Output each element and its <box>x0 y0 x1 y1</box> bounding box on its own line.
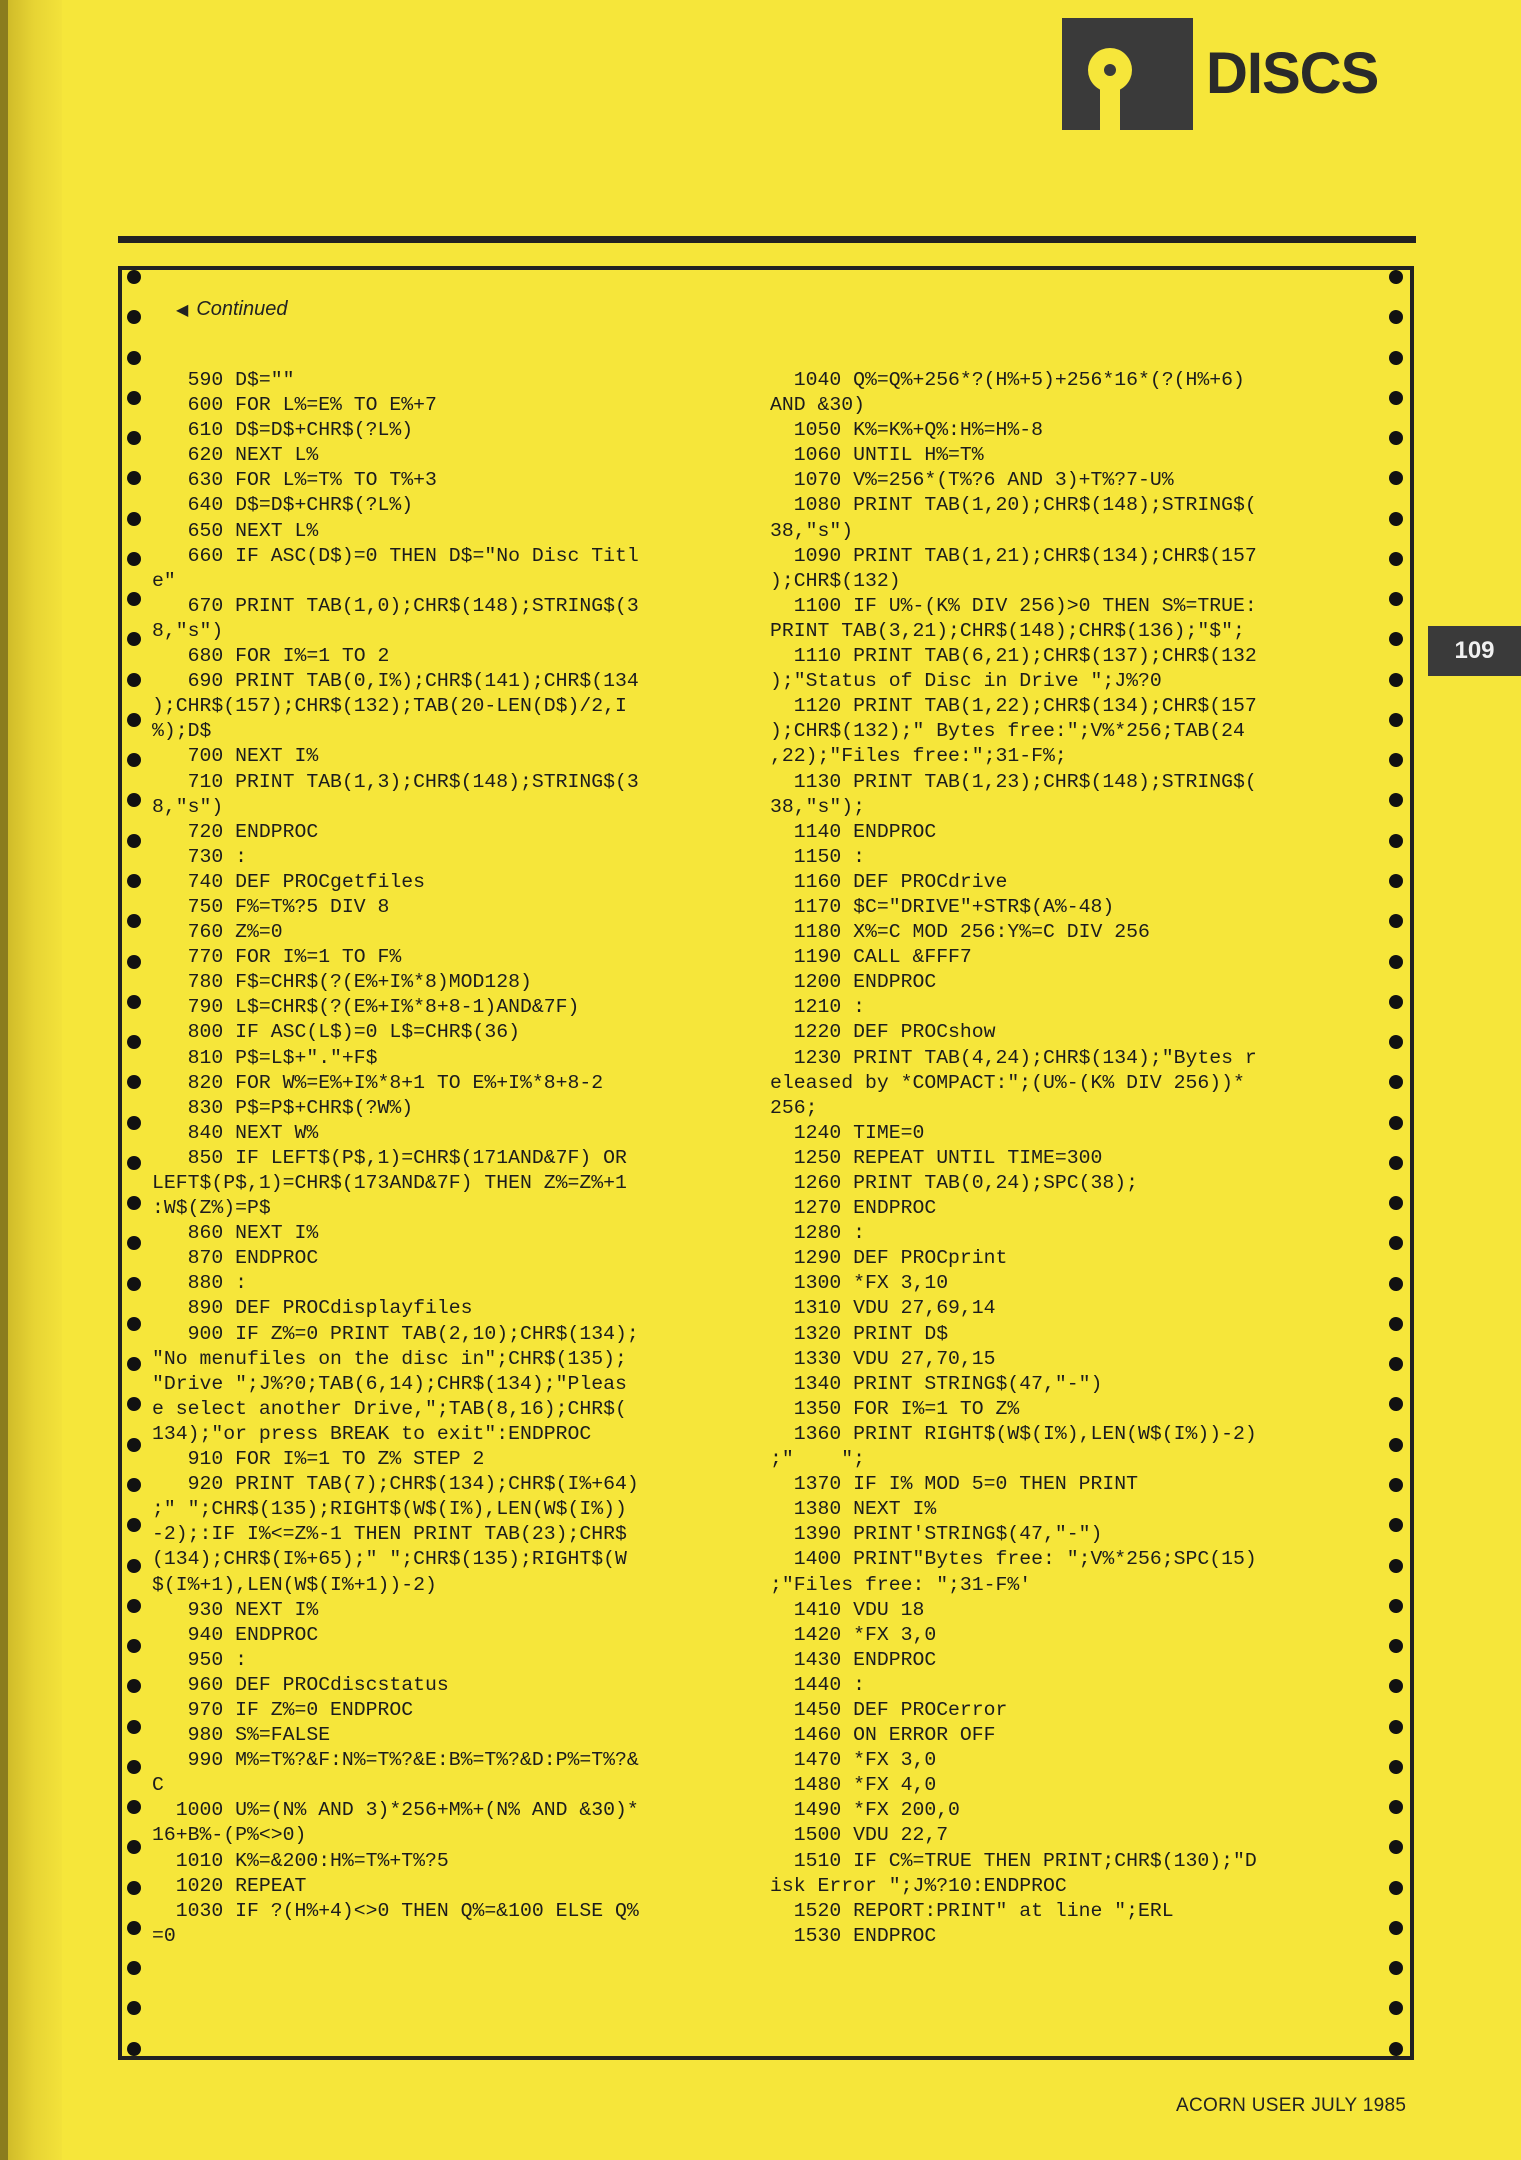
feed-hole-icon <box>127 2042 141 2056</box>
feed-hole-icon <box>1389 632 1403 646</box>
feed-hole-icon <box>1389 1397 1403 1411</box>
feed-hole-icon <box>127 1075 141 1089</box>
feed-hole-icon <box>127 1518 141 1532</box>
feed-hole-icon <box>1389 1518 1403 1532</box>
feed-hole-icon <box>1389 1881 1403 1895</box>
code-line: "Drive ";J%?0;TAB(6,14);CHR$(134);"Pleas <box>152 1372 627 1395</box>
feed-hole-icon <box>1389 793 1403 807</box>
feed-hole-icon <box>1389 1800 1403 1814</box>
feed-hole-icon <box>1389 1277 1403 1291</box>
code-line: 1000 U%=(N% AND 3)*256+M%+(N% AND &30)* <box>152 1799 639 1822</box>
feed-hole-icon <box>127 270 141 284</box>
code-line: :W$(Z%)=P$ <box>152 1197 271 1220</box>
code-line: 1100 IF U%-(K% DIV 256)>0 THEN S%=TRUE: <box>770 594 1257 617</box>
code-line: 1010 K%=&200:H%=T%+T%?5 <box>152 1849 449 1872</box>
code-line: 660 IF ASC(D$)=0 THEN D$="No Disc Titl <box>152 544 639 567</box>
code-line: 38,"s"); <box>770 795 865 818</box>
code-line: 600 FOR L%=E% TO E%+7 <box>152 394 437 417</box>
feed-hole-icon <box>1389 1921 1403 1935</box>
code-line: 940 ENDPROC <box>152 1623 319 1646</box>
feed-hole-icon <box>127 592 141 606</box>
code-line: 134);"or press BREAK to exit":ENDPROC <box>152 1422 592 1445</box>
code-line: AND &30) <box>770 394 865 417</box>
code-line: 740 DEF PROCgetfiles <box>152 870 426 893</box>
code-line: 1290 DEF PROCprint <box>770 1247 1008 1270</box>
feed-hole-icon <box>1389 2001 1403 2015</box>
code-line: 630 FOR L%=T% TO T%+3 <box>152 469 437 492</box>
feed-hole-icon <box>1389 1559 1403 1573</box>
code-line: 930 NEXT I% <box>152 1598 319 1621</box>
code-line: 970 IF Z%=0 ENDPROC <box>152 1698 414 1721</box>
code-line: 1310 VDU 27,69,14 <box>770 1297 996 1320</box>
feed-hole-icon <box>127 310 141 324</box>
code-line: 960 DEF PROCdiscstatus <box>152 1673 449 1696</box>
code-line: 1360 PRINT RIGHT$(W$(I%),LEN(W$(I%))-2) <box>770 1422 1257 1445</box>
code-line: 730 : <box>152 845 247 868</box>
code-line: ;" "; <box>770 1448 865 1471</box>
feed-hole-icon <box>127 1478 141 1492</box>
code-line: 820 FOR W%=E%+I%*8+1 TO E%+I%*8+8-2 <box>152 1071 604 1094</box>
code-line: 1420 *FX 3,0 <box>770 1623 937 1646</box>
code-line: 1240 TIME=0 <box>770 1121 925 1144</box>
code-line: 620 NEXT L% <box>152 444 319 467</box>
feed-hole-icon <box>1389 351 1403 365</box>
code-line: 1190 CALL &FFF7 <box>770 946 972 969</box>
code-line: 890 DEF PROCdisplayfiles <box>152 1297 473 1320</box>
feed-hole-icon <box>1389 753 1403 767</box>
feed-hole-icon <box>127 1961 141 1975</box>
feed-hole-icon <box>127 713 141 727</box>
code-line: 16+B%-(P%<>0) <box>152 1824 307 1847</box>
code-line: 1170 $C="DRIVE"+STR$(A%-48) <box>770 895 1115 918</box>
code-line: 1020 REPEAT <box>152 1874 307 1897</box>
feed-hole-icon <box>1389 2042 1403 2056</box>
code-line: 1530 ENDPROC <box>770 1924 937 1947</box>
code-line: 1480 *FX 4,0 <box>770 1774 937 1797</box>
code-line: C <box>152 1774 164 1797</box>
feed-hole-icon <box>127 1156 141 1170</box>
feed-hole-icon <box>1389 1438 1403 1452</box>
code-line: 8,"s") <box>152 795 224 818</box>
feed-hole-icon <box>1389 552 1403 566</box>
code-line: =0 <box>152 1924 176 1947</box>
feed-hole-icon <box>1389 512 1403 526</box>
code-line: 860 NEXT I% <box>152 1222 319 1245</box>
code-line: 980 S%=FALSE <box>152 1724 331 1747</box>
code-line: 38,"s") <box>770 519 854 542</box>
code-line: 870 ENDPROC <box>152 1247 319 1270</box>
code-line: 1490 *FX 200,0 <box>770 1799 960 1822</box>
code-line: 1470 *FX 3,0 <box>770 1749 937 1772</box>
feed-hole-icon <box>127 834 141 848</box>
section-title: DISCS <box>1206 41 1379 106</box>
code-line: 1060 UNTIL H%=T% <box>770 444 984 467</box>
code-line: 1450 DEF PROCerror <box>770 1698 1008 1721</box>
code-line: 990 M%=T%?&F:N%=T%?&E:B%=T%?&D:P%=T%?& <box>152 1749 639 1772</box>
code-line: 680 FOR I%=1 TO 2 <box>152 645 390 668</box>
page-spine-edge <box>0 0 8 2160</box>
code-line: 1050 K%=K%+Q%:H%=H%-8 <box>770 419 1044 442</box>
code-line: 1520 REPORT:PRINT" at line ";ERL <box>770 1899 1174 1922</box>
feed-hole-icon <box>1389 1075 1403 1089</box>
feed-hole-icon <box>1389 1357 1403 1371</box>
code-line: 1150 : <box>770 845 865 868</box>
feed-hole-icon <box>1389 834 1403 848</box>
feed-hole-icon <box>127 471 141 485</box>
code-line: ,22);"Files free:";31-F%; <box>770 745 1067 768</box>
code-line: PRINT TAB(3,21);CHR$(148);CHR$(136);"$"; <box>770 619 1245 642</box>
feed-hole-icon <box>127 995 141 1009</box>
feed-hole-icon <box>1389 1720 1403 1734</box>
code-line: $(I%+1),LEN(W$(I%+1))-2) <box>152 1573 437 1596</box>
code-line: 1220 DEF PROCshow <box>770 1021 996 1044</box>
listing-right-column <box>770 368 1257 1949</box>
feed-hole-icon <box>127 1317 141 1331</box>
code-line: 640 D$=D$+CHR$(?L%) <box>152 494 414 517</box>
feed-hole-icon <box>1389 1116 1403 1130</box>
code-line: 1180 X%=C MOD 256:Y%=C DIV 256 <box>770 921 1150 944</box>
feed-hole-icon <box>1389 1196 1403 1210</box>
code-line: 1120 PRINT TAB(1,22);CHR$(134);CHR$(157 <box>770 695 1257 718</box>
code-line: 1160 DEF PROCdrive <box>770 870 1008 893</box>
feed-hole-icon <box>1389 673 1403 687</box>
code-line: 1340 PRINT STRING$(47,"-") <box>770 1372 1103 1395</box>
code-line: 1440 : <box>770 1673 865 1696</box>
continued-text: Continued <box>196 298 288 320</box>
code-line: 880 : <box>152 1272 247 1295</box>
code-line: 690 PRINT TAB(0,I%);CHR$(141);CHR$(134 <box>152 670 639 693</box>
feed-hole-icon <box>127 1236 141 1250</box>
tractor-holes-left <box>124 270 144 2056</box>
feed-hole-icon <box>127 1921 141 1935</box>
feed-hole-icon <box>127 1800 141 1814</box>
code-line: 1500 VDU 22,7 <box>770 1824 949 1847</box>
code-line: e select another Drive,";TAB(8,16);CHR$( <box>152 1397 627 1420</box>
feed-hole-icon <box>127 1116 141 1130</box>
code-line: 256; <box>770 1096 818 1119</box>
code-line: 1210 : <box>770 996 865 1019</box>
code-line: 920 PRINT TAB(7);CHR$(134);CHR$(I%+64) <box>152 1473 639 1496</box>
code-line: 840 NEXT W% <box>152 1121 319 1144</box>
code-line: 1280 : <box>770 1222 865 1245</box>
code-line: LEFT$(P$,1)=CHR$(173AND&7F) THEN Z%=Z%+1 <box>152 1172 627 1194</box>
feed-hole-icon <box>1389 391 1403 405</box>
feed-hole-icon <box>1389 955 1403 969</box>
page-footer: ACORN USER JULY 1985 <box>1176 2095 1407 2116</box>
feed-hole-icon <box>127 2001 141 2015</box>
code-line: 780 F$=CHR$(?(E%+I%*8)MOD128) <box>152 971 532 994</box>
code-line: 590 D$="" <box>152 369 295 391</box>
feed-hole-icon <box>1389 1679 1403 1693</box>
feed-hole-icon <box>127 793 141 807</box>
feed-hole-icon <box>127 753 141 767</box>
code-line: 1370 IF I% MOD 5=0 THEN PRINT <box>770 1473 1138 1496</box>
code-line: 760 Z%=0 <box>152 921 283 944</box>
feed-hole-icon <box>127 391 141 405</box>
triangle-left-icon: ◀ <box>176 302 189 319</box>
code-line: 950 : <box>152 1648 247 1671</box>
feed-hole-icon <box>1389 1035 1403 1049</box>
code-line: 1090 PRINT TAB(1,21);CHR$(134);CHR$(157 <box>770 544 1257 567</box>
code-line: 1070 V%=256*(T%?6 AND 3)+T%?7-U% <box>770 469 1174 492</box>
feed-hole-icon <box>127 1397 141 1411</box>
page-spine-shadow <box>0 0 62 2160</box>
feed-hole-icon <box>1389 1599 1403 1613</box>
code-line: 1270 ENDPROC <box>770 1197 937 1220</box>
code-line: 1320 PRINT D$ <box>770 1322 949 1345</box>
code-line: 1140 ENDPROC <box>770 820 937 843</box>
code-line: 1200 ENDPROC <box>770 971 937 994</box>
feed-hole-icon <box>127 1599 141 1613</box>
code-line: 1390 PRINT'STRING$(47,"-") <box>770 1523 1103 1546</box>
tractor-holes-right <box>1386 270 1406 2056</box>
continued-label <box>176 298 288 321</box>
code-line: "No menufiles on the disc in";CHR$(135); <box>152 1347 627 1370</box>
code-line: 830 P$=P$+CHR$(?W%) <box>152 1096 414 1119</box>
code-line: 720 ENDPROC <box>152 820 319 843</box>
code-line: 670 PRINT TAB(1,0);CHR$(148);STRING$(3 <box>152 594 639 617</box>
code-line: );"Status of Disc in Drive ";J%?0 <box>770 670 1162 693</box>
code-line: 1230 PRINT TAB(4,24);CHR$(134);"Bytes r <box>770 1046 1257 1069</box>
code-line: 1250 REPEAT UNTIL TIME=300 <box>770 1146 1103 1169</box>
page-number-tab: 109 <box>1428 626 1521 676</box>
code-line: (134);CHR$(I%+65);" ";CHR$(135);RIGHT$(W <box>152 1548 627 1571</box>
code-line: 1330 VDU 27,70,15 <box>770 1347 996 1370</box>
feed-hole-icon <box>1389 1317 1403 1331</box>
code-line: 1130 PRINT TAB(1,23);CHR$(148);STRING$( <box>770 770 1257 793</box>
code-line: 710 PRINT TAB(1,3);CHR$(148);STRING$(3 <box>152 770 639 793</box>
code-line: isk Error ";J%?10:ENDPROC <box>770 1874 1067 1897</box>
feed-hole-icon <box>127 512 141 526</box>
code-line: 750 F%=T%?5 DIV 8 <box>152 895 390 918</box>
feed-hole-icon <box>127 673 141 687</box>
code-line: );CHR$(132);" Bytes free:";V%*256;TAB(24 <box>770 720 1245 743</box>
code-line: );CHR$(132) <box>770 569 901 592</box>
code-line: 1030 IF ?(H%+4)<>0 THEN Q%=&100 ELSE Q% <box>152 1899 639 1922</box>
feed-hole-icon <box>127 1720 141 1734</box>
feed-hole-icon <box>127 1559 141 1573</box>
feed-hole-icon <box>1389 713 1403 727</box>
listing-left-column <box>152 368 639 1949</box>
feed-hole-icon <box>1389 592 1403 606</box>
feed-hole-icon <box>1389 914 1403 928</box>
feed-hole-icon <box>127 1840 141 1854</box>
code-line: 650 NEXT L% <box>152 519 319 542</box>
feed-hole-icon <box>127 914 141 928</box>
code-line: e" <box>152 569 176 592</box>
feed-hole-icon <box>1389 1478 1403 1492</box>
code-line: 1410 VDU 18 <box>770 1598 925 1621</box>
feed-hole-icon <box>1389 1639 1403 1653</box>
code-line: 850 IF LEFT$(P$,1)=CHR$(171AND&7F) OR <box>152 1146 627 1169</box>
feed-hole-icon <box>1389 1760 1403 1774</box>
code-line: eleased by *COMPACT:";(U%-(K% DIV 256))* <box>770 1071 1245 1094</box>
code-line: ;" ";CHR$(135);RIGHT$(W$(I%),LEN(W$(I%)) <box>152 1498 627 1521</box>
code-line: );CHR$(157);CHR$(132);TAB(20-LEN(D$)/2,I <box>152 695 627 718</box>
feed-hole-icon <box>1389 431 1403 445</box>
code-line: 910 FOR I%=1 TO Z% STEP 2 <box>152 1448 485 1471</box>
feed-hole-icon <box>127 431 141 445</box>
code-line: 1040 Q%=Q%+256*?(H%+5)+256*16*(?(H%+6) <box>770 369 1245 391</box>
code-line: 8,"s") <box>152 619 224 642</box>
feed-hole-icon <box>1389 270 1403 284</box>
code-line: 800 IF ASC(L$)=0 L$=CHR$(36) <box>152 1021 520 1044</box>
feed-hole-icon <box>127 1679 141 1693</box>
feed-hole-icon <box>127 1760 141 1774</box>
feed-hole-icon <box>1389 310 1403 324</box>
feed-hole-icon <box>127 1277 141 1291</box>
code-line: 1080 PRINT TAB(1,20);CHR$(148);STRING$( <box>770 494 1257 517</box>
code-line: 1380 NEXT I% <box>770 1498 937 1521</box>
code-line: -2);:IF I%<=Z%-1 THEN PRINT TAB(23);CHR$ <box>152 1523 627 1546</box>
feed-hole-icon <box>127 351 141 365</box>
feed-hole-icon <box>1389 1840 1403 1854</box>
feed-hole-icon <box>1389 471 1403 485</box>
code-line: %);D$ <box>152 720 212 743</box>
code-line: 790 L$=CHR$(?(E%+I%*8+8-1)AND&7F) <box>152 996 580 1019</box>
code-line: 1350 FOR I%=1 TO Z% <box>770 1397 1020 1420</box>
code-line: ;"Files free: ";31-F%' <box>770 1573 1032 1596</box>
feed-hole-icon <box>127 632 141 646</box>
feed-hole-icon <box>127 1438 141 1452</box>
feed-hole-icon <box>127 874 141 888</box>
feed-hole-icon <box>1389 1961 1403 1975</box>
code-line: 1110 PRINT TAB(6,21);CHR$(137);CHR$(132 <box>770 645 1257 668</box>
feed-hole-icon <box>1389 874 1403 888</box>
code-line: 810 P$=L$+"."+F$ <box>152 1046 378 1069</box>
feed-hole-icon <box>1389 995 1403 1009</box>
code-line: 1260 PRINT TAB(0,24);SPC(38); <box>770 1172 1138 1194</box>
code-line: 1430 ENDPROC <box>770 1648 937 1671</box>
feed-hole-icon <box>127 955 141 969</box>
code-line: 1460 ON ERROR OFF <box>770 1724 996 1747</box>
feed-hole-icon <box>127 1639 141 1653</box>
feed-hole-icon <box>127 552 141 566</box>
header-rule <box>118 236 1416 243</box>
code-line: 900 IF Z%=0 PRINT TAB(2,10);CHR$(134); <box>152 1322 639 1345</box>
code-line: 700 NEXT I% <box>152 745 319 768</box>
feed-hole-icon <box>127 1881 141 1895</box>
feed-hole-icon <box>1389 1156 1403 1170</box>
code-line: 1300 *FX 3,10 <box>770 1272 949 1295</box>
feed-hole-icon <box>1389 1236 1403 1250</box>
code-line: 1510 IF C%=TRUE THEN PRINT;CHR$(130);"D <box>770 1849 1257 1872</box>
feed-hole-icon <box>127 1035 141 1049</box>
feed-hole-icon <box>127 1196 141 1210</box>
code-line: 770 FOR I%=1 TO F% <box>152 946 402 969</box>
code-line: 1400 PRINT"Bytes free: ";V%*256;SPC(15) <box>770 1548 1257 1571</box>
code-line: 610 D$=D$+CHR$(?L%) <box>152 419 414 442</box>
disc-logo-icon <box>1062 18 1193 130</box>
feed-hole-icon <box>127 1357 141 1371</box>
